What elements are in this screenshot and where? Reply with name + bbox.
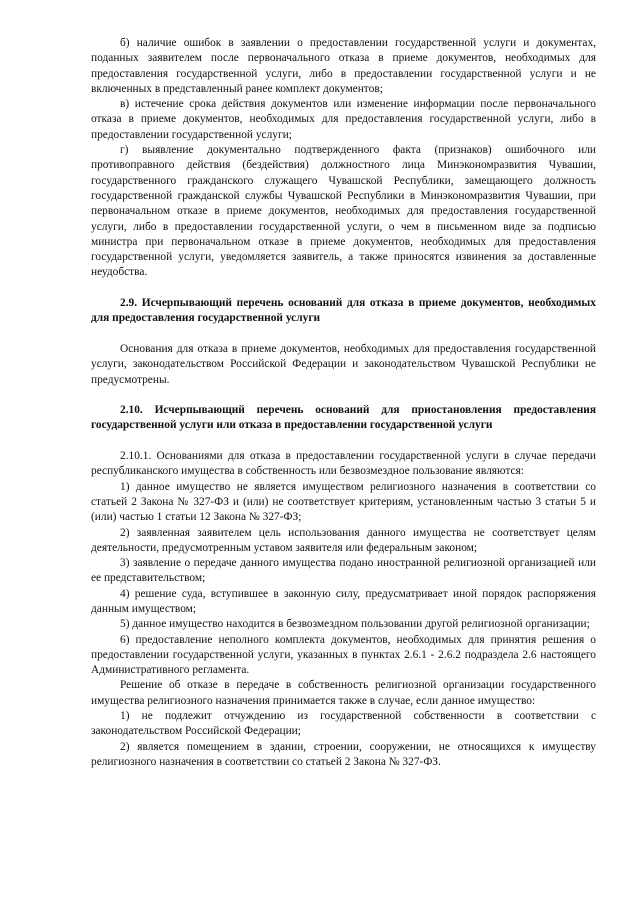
paragraph-item-b: б) наличие ошибок в заявлении о предоставлении государственной услуги и документах, поданных заявителем после первоначального отказа в приеме документов, необходимых для предоставления государственной услуги, либо в предоставлении государственной услуги и не включенных в представленный ранее комплект документов;	[91, 37, 596, 95]
section-paragraph-2-10-1: 2.10.1. Основаниями для отказа в предоставлении государственной услуги в случае передачи республиканского имущества в собственность или безвозмездное пользование являются:	[91, 450, 596, 478]
paragraph-item-g: г) выявление документально подтвержденного факта (признаков) ошибочного или противоправного действия (бездействия) должностного лица Минэкономразвития Чувашии, государственного гражданского служащего Чувашской Республики, замещающего должность государственной гражданской службы Чувашской Республики в Минэкономразвития Чувашии, при первоначальном отказе в приеме документов, необходимых для предоставления государственной услуги, либо в предоставлении государственной услуги, о чем в письменном виде за подписью министра при первоначальном отказе в приеме документов, необходимых для предоставления государственной услуги, уведомляется заявитель, а также приносятся извинения за доставленные неудобства.	[91, 144, 596, 279]
list-item-1: 1) данное имущество не является имуществом религиозного назначения в соответствии со статьей 2 Закона № 327-ФЗ и (или) не соответствует критериям, установленным частью 3 статьи 5 и (или) частью 1 статьи 12 Закона № 327-ФЗ;	[91, 480, 596, 524]
section-heading-2-10: 2.10. Исчерпывающий перечень оснований для приостановления предоставления государственной услуги или отказа в предоставлении государственной услуги	[91, 404, 596, 432]
section-body-2-9: Основания для отказа в приеме документов, необходимых для предоставления государственной услуги, законодательством Российской Федерации и законодательством Чувашской Республики не предусмотрены.	[91, 342, 596, 386]
list-item-3: 3) заявление о передаче данного имущества подано иностранной религиозной организацией или ее представительством;	[91, 557, 596, 585]
list-item-4: 4) решение суда, вступившее в законную силу, предусматривает иной порядок распоряжения данным имуществом;	[91, 587, 596, 615]
refusal-list-item-1: 1) не подлежит отчуждению из государственной собственности в соответствии с законодательством Российской Федерации;	[91, 710, 596, 738]
list-item-6: 6) предоставление неполного комплекта документов, необходимых для принятия решения о предоставлении государственной услуги, указанных в пунктах 2.6.1 - 2.6.2 подраздела 2.6 настоящего Административного регламента.	[91, 633, 596, 677]
list-item-2: 2) заявленная заявителем цель использования данного имущества не соответствует целям деятельности, предусмотренным уставом заявителя или федеральным законом;	[91, 526, 596, 554]
paragraph-item-v: в) истечение срока действия документов или изменение информации после первоначального отказа в приеме документов, необходимых для предоставления государственной услуги, либо в предоставлении государственной услуги;	[91, 98, 596, 141]
list-item-5: 5) данное имущество находится в безвозмездном пользовании другой религиозной организации;	[120, 618, 590, 631]
refusal-decision-paragraph: Решение об отказе в передаче в собственность религиозной организации государственного имущества религиозного назначения принимается также в случае, если данное имущество:	[91, 679, 596, 707]
document-page	[91, 36, 596, 770]
section-heading-2-9: 2.9. Исчерпывающий перечень оснований для отказа в приеме документов, необходимых для предоставления государственной услуги	[91, 297, 596, 325]
refusal-list-item-2: 2) является помещением в здании, строении, сооружении, не относящихся к имуществу религиозного назначения в соответствии со статьей 2 Закона № 327-ФЗ.	[91, 740, 596, 768]
